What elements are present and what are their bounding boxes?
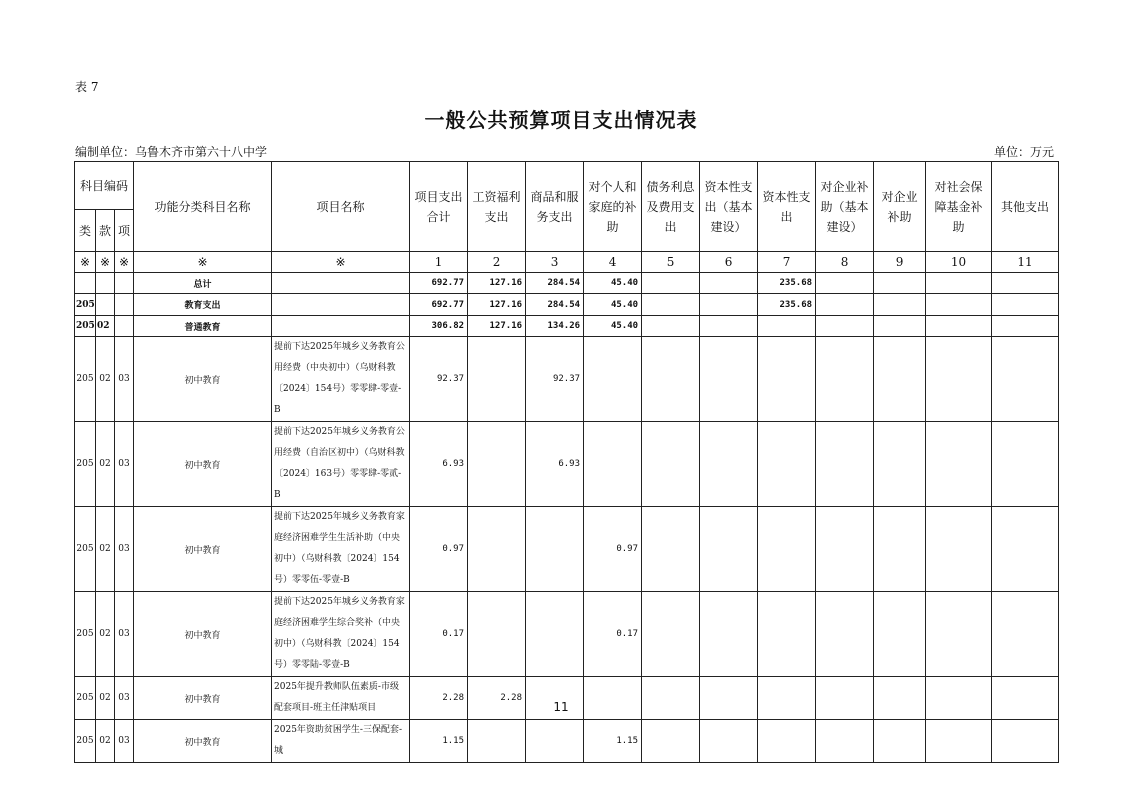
amount-cell: 235.68: [758, 294, 816, 316]
amount-cell: [758, 316, 816, 337]
amount-cell: 6.93: [526, 422, 584, 507]
kuan-cell: 02: [96, 720, 115, 763]
amount-cell: [992, 507, 1059, 592]
xiang-cell: 03: [115, 677, 134, 720]
amount-cell: [874, 294, 926, 316]
amount-cell: 0.97: [584, 507, 642, 592]
amount-cell: [642, 316, 700, 337]
amount-cell: [816, 592, 874, 677]
project-name-cell: 提前下达2025年城乡义务教育家庭经济困难学生生活补助（中央初中）（乌财科教〔2024〕154号）零零伍-零壹-B: [272, 507, 410, 592]
function-name-cell: 教育支出: [134, 294, 272, 316]
col-header: 对企业补助（基本建设）: [816, 162, 874, 252]
xiang-cell: 03: [115, 507, 134, 592]
amount-cell: 92.37: [526, 337, 584, 422]
function-name-cell: 初中教育: [134, 677, 272, 720]
lei-cell: 205: [75, 337, 96, 422]
xiang-cell: [115, 294, 134, 316]
col-header: 商品和服务支出: [526, 162, 584, 252]
xiang-cell: 03: [115, 337, 134, 422]
amount-cell: [700, 294, 758, 316]
amount-cell: [816, 422, 874, 507]
amount-cell: [992, 316, 1059, 337]
lei-cell: 205: [75, 316, 96, 337]
function-name-header: 功能分类科目名称: [134, 162, 272, 252]
amount-cell: 1.15: [584, 720, 642, 763]
lei-cell: [75, 273, 96, 294]
amount-cell: [700, 720, 758, 763]
index-num: 9: [874, 252, 926, 273]
table-number: 表 7: [75, 80, 99, 94]
amount-cell: 45.40: [584, 294, 642, 316]
index-mark: ※: [134, 252, 272, 273]
lei-cell: 205: [75, 422, 96, 507]
amount-cell: 284.54: [526, 294, 584, 316]
amount-cell: [642, 422, 700, 507]
amount-cell: [926, 273, 992, 294]
table-row: [75, 720, 1059, 763]
project-name-cell: [272, 273, 410, 294]
amount-cell: [758, 422, 816, 507]
xiang-cell: [115, 273, 134, 294]
amount-cell: [758, 337, 816, 422]
lei-cell: 205: [75, 720, 96, 763]
amount-cell: [992, 294, 1059, 316]
amount-cell: 45.40: [584, 316, 642, 337]
col-header: 其他支出: [992, 162, 1059, 252]
page-number: 11: [553, 700, 569, 714]
project-name-cell: 提前下达2025年城乡义务教育公用经费（自治区初中）（乌财科教〔2024〕163号）零零肆-零贰-B: [272, 422, 410, 507]
amount-cell: [992, 337, 1059, 422]
amount-cell: 134.26: [526, 316, 584, 337]
amount-cell: [642, 273, 700, 294]
project-name-cell: 提前下达2025年城乡义务教育家庭经济困难学生综合奖补（中央初中）（乌财科教〔2024〕154号）零零陆-零壹-B: [272, 592, 410, 677]
lei-cell: 205: [75, 507, 96, 592]
amount-cell: 2.28: [410, 677, 468, 720]
amount-cell: [468, 422, 526, 507]
kuan-cell: [96, 294, 115, 316]
amount-cell: [816, 316, 874, 337]
amount-cell: 0.17: [584, 592, 642, 677]
index-num: 10: [926, 252, 992, 273]
amount-cell: [642, 592, 700, 677]
table-row: [75, 294, 1059, 316]
xiang-cell: [115, 316, 134, 337]
currency-unit: 单位：万元: [993, 145, 1054, 159]
kuan-header: 款: [96, 210, 115, 252]
amount-cell: [874, 273, 926, 294]
amount-cell: 127.16: [468, 316, 526, 337]
amount-cell: [874, 507, 926, 592]
amount-cell: 127.16: [468, 294, 526, 316]
lei-cell: 205: [75, 677, 96, 720]
col-header: 资本性支出: [758, 162, 816, 252]
amount-cell: [874, 337, 926, 422]
amount-cell: 6.93: [410, 422, 468, 507]
function-name-cell: 普通教育: [134, 316, 272, 337]
index-mark: ※: [115, 252, 134, 273]
amount-cell: [874, 316, 926, 337]
amount-cell: 235.68: [758, 273, 816, 294]
amount-cell: [874, 720, 926, 763]
function-name-cell: 初中教育: [134, 507, 272, 592]
col-header: 资本性支出（基本建设）: [700, 162, 758, 252]
amount-cell: [468, 720, 526, 763]
amount-cell: [992, 592, 1059, 677]
col-header: 债务利息及费用支出: [642, 162, 700, 252]
table-row: [75, 592, 1059, 677]
amount-cell: [874, 422, 926, 507]
amount-cell: [526, 507, 584, 592]
subject-code-header: 科目编码: [75, 162, 134, 210]
amount-cell: [926, 294, 992, 316]
index-mark: ※: [75, 252, 96, 273]
lei-cell: 205: [75, 294, 96, 316]
function-name-cell: 初中教育: [134, 592, 272, 677]
amount-cell: [926, 507, 992, 592]
xiang-cell: 03: [115, 720, 134, 763]
function-name-cell: 初中教育: [134, 422, 272, 507]
index-num: 11: [992, 252, 1059, 273]
amount-cell: [584, 422, 642, 507]
amount-cell: 284.54: [526, 273, 584, 294]
amount-cell: [526, 720, 584, 763]
kuan-cell: 02: [96, 337, 115, 422]
index-num: 5: [642, 252, 700, 273]
amount-cell: [700, 273, 758, 294]
page-title: 一般公共预算项目支出情况表: [424, 108, 698, 132]
col-header: 对社会保障基金补助: [926, 162, 992, 252]
index-num: 8: [816, 252, 874, 273]
function-name-cell: 初中教育: [134, 720, 272, 763]
amount-cell: [926, 337, 992, 422]
amount-cell: [758, 720, 816, 763]
xiang-header: 项: [115, 210, 134, 252]
amount-cell: [874, 592, 926, 677]
xiang-cell: 03: [115, 592, 134, 677]
amount-cell: 306.82: [410, 316, 468, 337]
amount-cell: [926, 422, 992, 507]
kuan-cell: [96, 273, 115, 294]
lei-cell: 205: [75, 592, 96, 677]
amount-cell: [700, 422, 758, 507]
table-row: [75, 422, 1059, 507]
amount-cell: 692.77: [410, 294, 468, 316]
function-name-cell: 初中教育: [134, 337, 272, 422]
amount-cell: [642, 507, 700, 592]
amount-cell: [468, 337, 526, 422]
amount-cell: [816, 294, 874, 316]
xiang-cell: 03: [115, 422, 134, 507]
table-row: [75, 316, 1059, 337]
amount-cell: [992, 422, 1059, 507]
kuan-cell: 02: [96, 592, 115, 677]
function-name-cell: 总计: [134, 273, 272, 294]
index-num: 1: [410, 252, 468, 273]
project-name-header: 项目名称: [272, 162, 410, 252]
index-mark: ※: [96, 252, 115, 273]
amount-cell: [758, 592, 816, 677]
project-name-cell: 2025年提升教师队伍素质-市级配套项目-班主任津贴项目: [272, 677, 410, 720]
table-row: [75, 337, 1059, 422]
amount-cell: [584, 337, 642, 422]
amount-cell: [526, 592, 584, 677]
kuan-cell: 02: [96, 677, 115, 720]
amount-cell: 1.15: [410, 720, 468, 763]
amount-cell: [816, 273, 874, 294]
amount-cell: [642, 720, 700, 763]
amount-cell: 0.17: [410, 592, 468, 677]
amount-cell: 92.37: [410, 337, 468, 422]
amount-cell: [700, 507, 758, 592]
index-num: 7: [758, 252, 816, 273]
project-name-cell: [272, 316, 410, 337]
amount-cell: 2.28: [468, 677, 526, 720]
col-header: 工资福利支出: [468, 162, 526, 252]
amount-cell: [468, 507, 526, 592]
amount-cell: [926, 316, 992, 337]
amount-cell: [642, 337, 700, 422]
amount-cell: [816, 507, 874, 592]
amount-cell: [992, 720, 1059, 763]
amount-cell: [700, 592, 758, 677]
col-header: 对企业补助: [874, 162, 926, 252]
table-row: [75, 273, 1059, 294]
amount-cell: 127.16: [468, 273, 526, 294]
amount-cell: [926, 720, 992, 763]
index-mark: ※: [272, 252, 410, 273]
project-name-cell: [272, 294, 410, 316]
amount-cell: [926, 592, 992, 677]
amount-cell: 45.40: [584, 273, 642, 294]
amount-cell: [992, 273, 1059, 294]
kuan-cell: 02: [96, 422, 115, 507]
amount-cell: [642, 294, 700, 316]
index-num: 4: [584, 252, 642, 273]
kuan-cell: 02: [96, 507, 115, 592]
index-num: 6: [700, 252, 758, 273]
amount-cell: [816, 337, 874, 422]
amount-cell: [700, 337, 758, 422]
lei-header: 类: [75, 210, 96, 252]
amount-cell: 0.97: [410, 507, 468, 592]
compiling-unit: 编制单位：乌鲁木齐市第六十八中学: [75, 145, 268, 159]
kuan-cell: 02: [96, 316, 115, 337]
amount-cell: [700, 316, 758, 337]
table-row: [75, 507, 1059, 592]
amount-cell: [816, 720, 874, 763]
index-num: 2: [468, 252, 526, 273]
amount-cell: 692.77: [410, 273, 468, 294]
col-header: 项目支出合计: [410, 162, 468, 252]
project-name-cell: 提前下达2025年城乡义务教育公用经费（中央初中）（乌财科教〔2024〕154号）零零肆-零壹-B: [272, 337, 410, 422]
index-num: 3: [526, 252, 584, 273]
col-header: 对个人和家庭的补助: [584, 162, 642, 252]
expenditure-table: [74, 161, 1059, 763]
amount-cell: [758, 507, 816, 592]
amount-cell: [468, 592, 526, 677]
project-name-cell: 2025年资助贫困学生-三保配套-城: [272, 720, 410, 763]
